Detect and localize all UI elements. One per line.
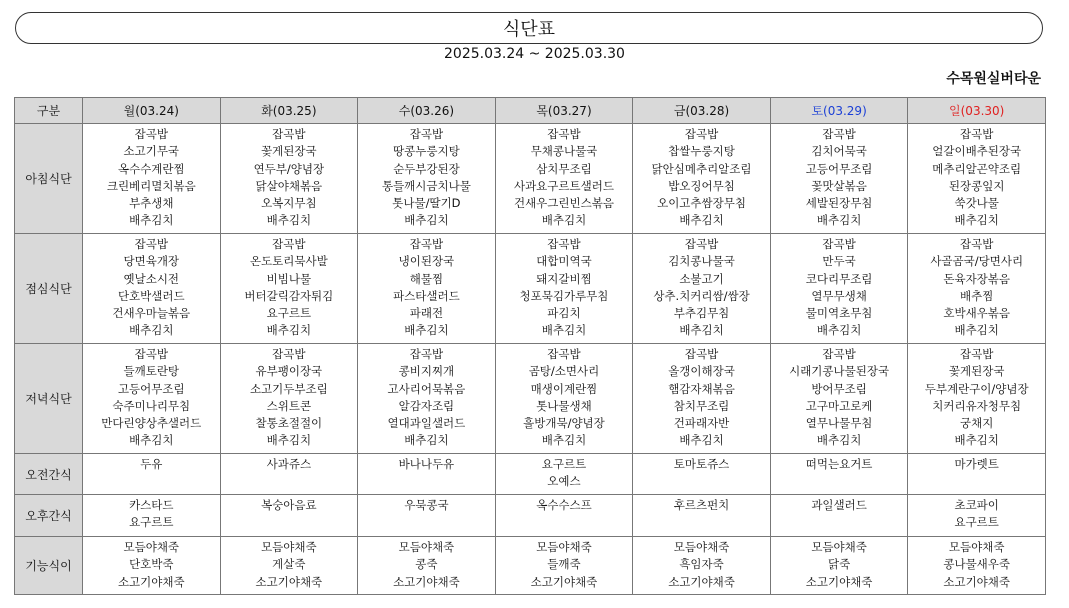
- menu-item: 들깨죽: [547, 557, 581, 572]
- meal-label: 오후간식: [15, 495, 83, 537]
- menu-item: 잡곡밥: [960, 127, 994, 141]
- menu-item: 고사리어묵볶음: [387, 381, 466, 396]
- menu-cell: [633, 344, 771, 454]
- menu-item: 만다린양상추샐러드: [101, 416, 202, 431]
- menu-cell: [633, 537, 771, 595]
- menu-item: 잡곡밥: [547, 237, 581, 251]
- menu-item: 배추김치: [266, 323, 312, 338]
- menu-cell: [495, 124, 633, 234]
- menu-item: 닭살야채볶음: [255, 178, 323, 193]
- menu-item: 버터갈릭감자튀김: [244, 288, 334, 303]
- menu-item: 잡곡밥: [134, 347, 168, 361]
- menu-item: 잡곡밥: [547, 127, 581, 141]
- meal-label: 아침식단: [15, 124, 83, 234]
- menu-item: 단호박죽: [129, 557, 174, 572]
- menu-cell: [633, 124, 771, 234]
- menu-item: 건파래자반: [673, 416, 730, 431]
- menu-item: 잡곡밥: [684, 237, 719, 251]
- menu-item: 요구르트: [954, 515, 999, 530]
- menu-cell: [908, 454, 1046, 495]
- menu-item: 고등어무조림: [117, 381, 185, 396]
- menu-cell: [83, 344, 221, 454]
- menu-item: 순두부강된장: [393, 161, 460, 176]
- menu-item: 알감자조림: [398, 398, 455, 413]
- menu-item: 잡곡밥: [547, 347, 581, 361]
- menu-item: 모듬야채죽: [948, 540, 1005, 554]
- menu-item: 상추.치커리쌈/쌈장: [653, 288, 750, 303]
- menu-item: 파래전: [409, 306, 444, 321]
- meal-label: 점심식단: [15, 234, 83, 344]
- menu-cell: [495, 344, 633, 454]
- menu-item: 복숭아음료: [261, 498, 317, 512]
- menu-item: 소고기야채죽: [393, 574, 460, 589]
- day-header-thu: 목(03.27): [495, 98, 633, 124]
- menu-item: 흑임자죽: [679, 557, 724, 572]
- menu-item: 스위트콘: [266, 398, 312, 413]
- menu-cell: [908, 537, 1046, 595]
- menu-item: 배추김치: [404, 433, 449, 448]
- menu-item: 모듬야채죽: [398, 540, 455, 554]
- menu-item: 배추김치: [541, 433, 587, 448]
- menu-item: 유부팽이장국: [255, 364, 323, 379]
- menu-item: 청포묵김가루무침: [519, 288, 609, 303]
- menu-item: 잡곡밥: [822, 237, 856, 251]
- menu-item: 메추리알곤약조림: [932, 161, 1022, 176]
- menu-item: 소고기야채죽: [255, 574, 323, 589]
- menu-item: 올갱이해장국: [668, 364, 735, 379]
- menu-cell: [908, 495, 1046, 537]
- meal-row-functional-diet: [15, 537, 1046, 595]
- menu-item: 꽃게된장국: [948, 364, 1005, 379]
- menu-item: 고구마고로케: [805, 398, 873, 413]
- date-range: 2025.03.24 ~ 2025.03.30: [444, 46, 625, 62]
- menu-item: 배추김치: [129, 213, 174, 228]
- menu-item: 열대과일샐러드: [387, 416, 466, 431]
- menu-item: 닭죽: [827, 557, 851, 572]
- menu-item: 두부계란구이/양념장: [924, 381, 1029, 396]
- menu-item: 사과쥬스: [266, 457, 312, 471]
- menu-item: 햄감자채볶음: [668, 381, 735, 396]
- meal-row-breakfast: [15, 124, 1046, 234]
- menu-item: 사골곰국/당면사리: [930, 254, 1024, 269]
- menu-item: 소고기야채죽: [805, 574, 873, 589]
- menu-item: 잡곡밥: [822, 347, 856, 361]
- menu-cell: [358, 537, 496, 595]
- menu-item: 모듬야채죽: [673, 540, 730, 554]
- menu-item: 콩나물새우죽: [943, 557, 1011, 572]
- menu-cell: [908, 234, 1046, 344]
- menu-item: 만두국: [822, 254, 856, 269]
- menu-item: 삼치무조림: [536, 161, 592, 176]
- menu-item: 파김치: [547, 306, 581, 321]
- menu-cell: [220, 234, 358, 344]
- menu-item: 파스타샐러드: [393, 288, 460, 303]
- corner-label: 구분: [15, 98, 83, 124]
- menu-item: 오복지무침: [261, 196, 317, 211]
- menu-item: 소고기두부조림: [249, 381, 328, 396]
- menu-item: 배추김치: [266, 213, 312, 228]
- menu-item: 코다리무조림: [805, 271, 873, 286]
- menu-item: 소고기야채죽: [117, 574, 185, 589]
- menu-cell: [908, 124, 1046, 234]
- menu-item: 매생이계란찜: [530, 381, 598, 396]
- menu-item: 쑥갓나물: [954, 196, 999, 211]
- menu-item: 요구르트: [129, 515, 174, 530]
- menu-cell: [770, 234, 908, 344]
- menu-item: 바나나두유: [398, 457, 455, 471]
- meal-row-afternoon-snack: [15, 495, 1046, 537]
- menu-item: 두유: [140, 457, 163, 471]
- menu-item: 숙주미나리무침: [112, 398, 191, 413]
- menu-item: 잡곡밥: [272, 237, 306, 251]
- menu-cell: [358, 454, 496, 495]
- menu-item: 참치무조림: [673, 398, 730, 413]
- menu-cell: [633, 454, 771, 495]
- menu-item: 배추김치: [679, 433, 724, 448]
- menu-cell: [220, 495, 358, 537]
- menu-item: 밥오징어무침: [668, 178, 735, 193]
- menu-item: 과일샐러드: [811, 498, 867, 512]
- meal-label: 기능식이: [15, 537, 83, 595]
- menu-item: 통들깨시금치나물: [381, 178, 471, 193]
- menu-item: 모듬야채죽: [811, 540, 867, 554]
- menu-item: 김치어묵국: [811, 144, 867, 159]
- menu-item: 잡곡밥: [409, 347, 444, 361]
- menu-item: 배추김치: [541, 213, 587, 228]
- menu-cell: [83, 537, 221, 595]
- menu-item: 곰탕/소면사리: [528, 364, 600, 379]
- menu-item: 톳나물생채: [536, 398, 592, 413]
- menu-item: 땅콩누룽지탕: [393, 144, 460, 159]
- menu-item: 배추김치: [541, 323, 587, 338]
- menu-item: 콩죽: [415, 557, 438, 572]
- menu-cell: [495, 454, 633, 495]
- menu-item: 모듬야채죽: [536, 540, 592, 554]
- menu-item: 크린베리멸치볶음: [106, 178, 196, 193]
- menu-item: 배추김치: [266, 433, 312, 448]
- day-header-sun: 일(03.30): [908, 98, 1046, 124]
- menu-item: 찰통초절절이: [255, 416, 323, 431]
- menu-item: 잡곡밥: [272, 127, 306, 141]
- menu-item: 부추김무침: [673, 306, 730, 321]
- menu-cell: [495, 495, 633, 537]
- meal-label: 오전간식: [15, 454, 83, 495]
- meal-label: 저녁식단: [15, 344, 83, 454]
- menu-item: 대합미역국: [536, 254, 592, 269]
- organization-name: 수목원실버타운: [946, 71, 1041, 87]
- day-header-tue: 화(03.25): [220, 98, 358, 124]
- page-title: 식단표: [502, 19, 556, 40]
- menu-item: 당면육개장: [123, 254, 180, 269]
- menu-item: 부추생채: [129, 196, 174, 211]
- menu-item: 잡곡밥: [134, 237, 168, 251]
- menu-item: 소고기야채죽: [530, 574, 598, 589]
- menu-cell: [358, 234, 496, 344]
- menu-item: 잡곡밥: [272, 347, 306, 361]
- meal-row-morning-snack: [15, 454, 1046, 495]
- menu-item: 톳나물/딸기D: [392, 196, 461, 211]
- menu-cell: [770, 344, 908, 454]
- menu-item: 얼갈이배추된장국: [932, 144, 1022, 159]
- day-header-fri: 금(03.28): [633, 98, 771, 124]
- menu-item: 떠먹는요거트: [805, 457, 873, 471]
- menu-item: 잡곡밥: [409, 237, 444, 251]
- menu-item: 배추김치: [816, 213, 862, 228]
- menu-item: 물미역초무침: [805, 306, 873, 321]
- menu-cell: [770, 537, 908, 595]
- menu-item: 배추김치: [816, 323, 862, 338]
- menu-item: 배추김치: [679, 323, 724, 338]
- menu-item: 사과요구르트샐러드: [513, 178, 614, 193]
- menu-item: 옛날소시전: [123, 271, 180, 286]
- menu-item: 배추김치: [129, 433, 174, 448]
- menu-cell: [495, 537, 633, 595]
- menu-cell: [908, 344, 1046, 454]
- menu-item: 잡곡밥: [822, 127, 856, 141]
- menu-item: 비빔나물: [266, 271, 312, 286]
- menu-item: 궁채지: [960, 416, 994, 431]
- menu-item: 배추김치: [954, 433, 999, 448]
- menu-cell: [633, 495, 771, 537]
- menu-item: 소고기야채죽: [668, 574, 735, 589]
- menu-item: 잡곡밥: [684, 347, 719, 361]
- menu-item: 옥수수계란찜: [117, 161, 185, 176]
- menu-item: 된장콩잎지: [948, 178, 1005, 193]
- menu-item: 방어무조림: [811, 381, 867, 396]
- menu-item: 무채콩나물국: [530, 144, 598, 159]
- menu-cell: [83, 495, 221, 537]
- menu-item: 잡곡밥: [960, 237, 994, 251]
- menu-item: 요구르트: [541, 457, 587, 471]
- menu-item: 소고기무국: [123, 144, 180, 159]
- menu-item: 닭안심메추리알조림: [651, 161, 752, 176]
- menu-item: 돼지갈비찜: [536, 271, 592, 286]
- day-header-sat: 토(03.29): [770, 98, 908, 124]
- menu-item: 꽃게된장국: [261, 144, 317, 159]
- menu-item: 후르츠펀치: [673, 498, 730, 512]
- menu-item: 세발된장무침: [805, 196, 873, 211]
- menu-item: 냉이된장국: [398, 254, 455, 269]
- menu-item: 잡곡밥: [684, 127, 719, 141]
- menu-item: 게살죽: [272, 557, 306, 572]
- menu-item: 소불고기: [679, 271, 724, 286]
- menu-item: 배추김치: [679, 213, 724, 228]
- menu-item: 콩비지찌개: [398, 364, 455, 379]
- menu-cell: [770, 124, 908, 234]
- menu-item: 마가렛트: [954, 457, 999, 471]
- menu-item: 들깨토란탕: [123, 364, 180, 379]
- menu-table: [14, 97, 1046, 595]
- menu-cell: [358, 344, 496, 454]
- menu-item: 잡곡밥: [409, 127, 444, 141]
- menu-cell: [358, 124, 496, 234]
- title-banner: [15, 12, 1043, 44]
- menu-item: 잡곡밥: [134, 127, 168, 141]
- day-header-row: [15, 98, 1046, 124]
- meal-row-dinner: [15, 344, 1046, 454]
- menu-item: 연두부/양념장: [253, 161, 325, 176]
- menu-item: 오이고추쌈장무침: [657, 196, 746, 211]
- menu-item: 요구르트: [266, 306, 312, 321]
- menu-cell: [83, 234, 221, 344]
- menu-item: 모듬야채죽: [123, 540, 180, 554]
- menu-item: 배추김치: [954, 213, 999, 228]
- day-header-mon: 월(03.24): [83, 98, 221, 124]
- menu-item: 열무무생채: [811, 288, 867, 303]
- menu-item: 건새우마늘볶음: [112, 306, 191, 321]
- menu-item: 배추김치: [404, 213, 449, 228]
- menu-item: 치커리유자청무침: [932, 398, 1022, 413]
- meal-row-lunch: [15, 234, 1046, 344]
- menu-item: 모듬야채죽: [261, 540, 317, 554]
- menu-cell: [633, 234, 771, 344]
- day-header-wed: 수(03.26): [358, 98, 496, 124]
- menu-cell: [220, 537, 358, 595]
- menu-cell: [770, 454, 908, 495]
- menu-cell: [358, 495, 496, 537]
- menu-item: 배추찜: [960, 288, 994, 303]
- menu-item: 온도토리묵사발: [249, 254, 328, 269]
- menu-item: 옥수수스프: [536, 498, 592, 512]
- menu-cell: [83, 454, 221, 495]
- menu-item: 꽃맛살볶음: [811, 178, 867, 193]
- menu-item: 시래기콩나물된장국: [789, 364, 890, 379]
- menu-item: 돈육자장볶음: [943, 271, 1011, 286]
- menu-item: 토마토쥬스: [673, 457, 730, 471]
- menu-item: 소고기야채죽: [943, 574, 1011, 589]
- menu-item: 배추김치: [816, 433, 862, 448]
- menu-cell: [220, 124, 358, 234]
- menu-body: [15, 124, 1046, 595]
- menu-cell: [495, 234, 633, 344]
- menu-cell: [220, 344, 358, 454]
- menu-item: 건새우그린빈스볶음: [513, 196, 614, 211]
- menu-item: 오예스: [547, 474, 581, 489]
- menu-item: 배추김치: [404, 323, 449, 338]
- menu-cell: [83, 124, 221, 234]
- menu-item: 찹쌀누룽지탕: [668, 144, 735, 159]
- menu-item: 해물찜: [409, 271, 444, 286]
- menu-item: 배추김치: [954, 323, 999, 338]
- menu-item: 배추김치: [129, 323, 174, 338]
- menu-item: 초코파이: [954, 498, 999, 512]
- menu-cell: [220, 454, 358, 495]
- menu-item: 열무나물무침: [805, 416, 873, 431]
- menu-item: 단호박샐러드: [117, 288, 185, 303]
- menu-item: 우묵콩국: [404, 498, 449, 512]
- menu-cell: [770, 495, 908, 537]
- menu-item: 카스타드: [129, 498, 174, 512]
- menu-item: 김치콩나물국: [668, 254, 735, 269]
- menu-item: 잡곡밥: [960, 347, 994, 361]
- menu-item: 고등어무조림: [805, 161, 873, 176]
- menu-item: 흘방개묵/양념장: [523, 416, 605, 431]
- menu-item: 호박새우볶음: [943, 306, 1011, 321]
